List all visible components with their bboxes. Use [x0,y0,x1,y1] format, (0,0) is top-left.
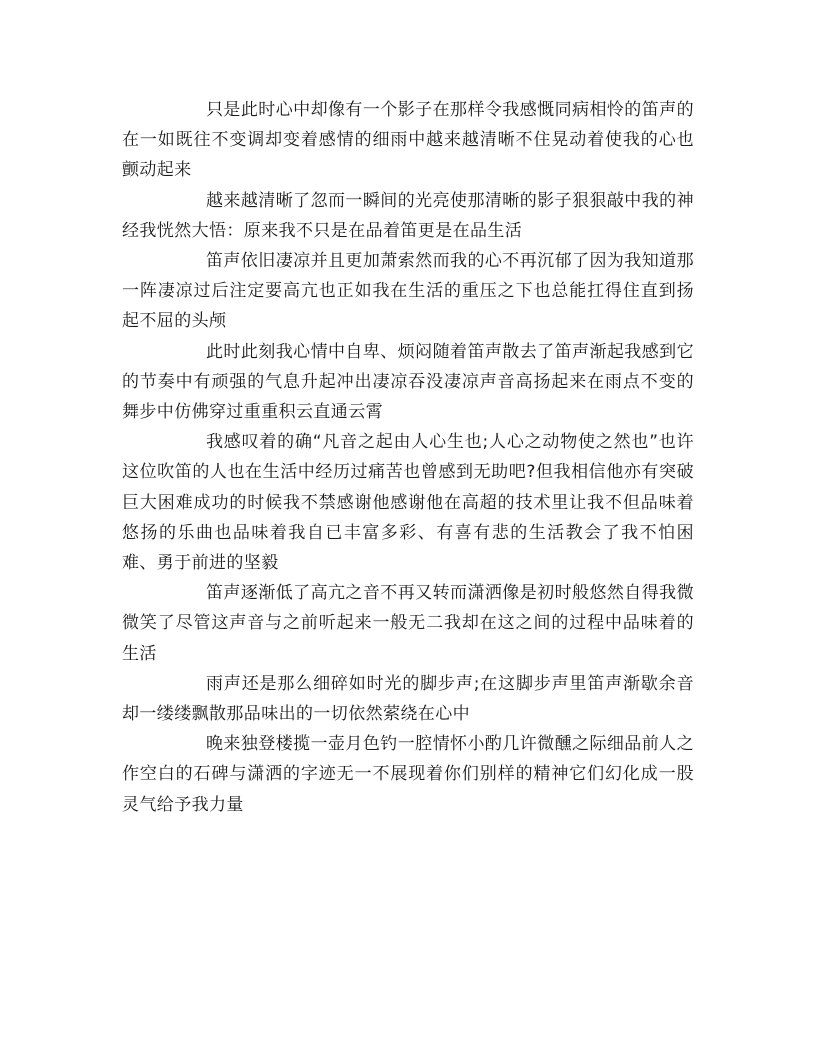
paragraph-1: 只是此时心中却像有一个影子在那样令我感慨同病相怜的笛声的在一如既往不变调却变着感情的细雨中越来越清晰不住晃动着使我的心也颤动起来 [122,100,694,181]
article-body [122,95,694,820]
paragraph-4: 此时此刻我心情中自卑、烦闷随着笛声散去了笛声渐起我感到它的节奏中有顽强的气息升起冲出凄凉吞没凄凉声音高扬起来在雨点不变的舞步中仿佛穿过重重积云直通云霄 [122,341,694,423]
paragraph-6: 笛声逐渐低了高亢之音不再又转而潇洒像是初时般悠然自得我微微笑了尽管这声音与之前听起来一般无二我却在这之间的过程中品味着的生活 [122,583,694,664]
paragraph-2: 越来越清晰了忽而一瞬间的光亮使那清晰的影子狠狠敲中我的神经我恍然大悟：原来我不只是在品着笛更是在品生活 [122,190,694,241]
paragraph-5: 我感叹着的确“凡音之起由人心生也;人心之动物使之然也”也许这位吹笛的人也在生活中经历过痛苦也曾感到无助吧?但我相信他亦有突破巨大困难成功的时候我不禁感谢他感谢他在高超的技术里让我不但品味着悠扬的乐曲也品味着我自已丰富多彩、有喜有悲的生活教会了我不怕困难、勇于前进的坚毅 [122,432,694,574]
paragraph-3: 笛声依旧凄凉并且更加萧索然而我的心不再沉郁了因为我知道那一阵凄凉过后注定要高亢也正如我在生活的重压之下也总能扛得住直到扬起不屈的头颅 [122,251,694,332]
paragraph-8: 晚来独登楼揽一壶月色钓一腔情怀小酌几许微醺之际细品前人之作空白的石碑与潇洒的字迹无一不展现着你们别样的精神它们幻化成一股灵气给予我力量 [122,734,694,815]
paragraph-7: 雨声还是那么细碎如时光的脚步声;在这脚步声里笛声渐歇余音却一缕缕飘散那品味出的一切依然萦绕在心中 [122,673,694,725]
